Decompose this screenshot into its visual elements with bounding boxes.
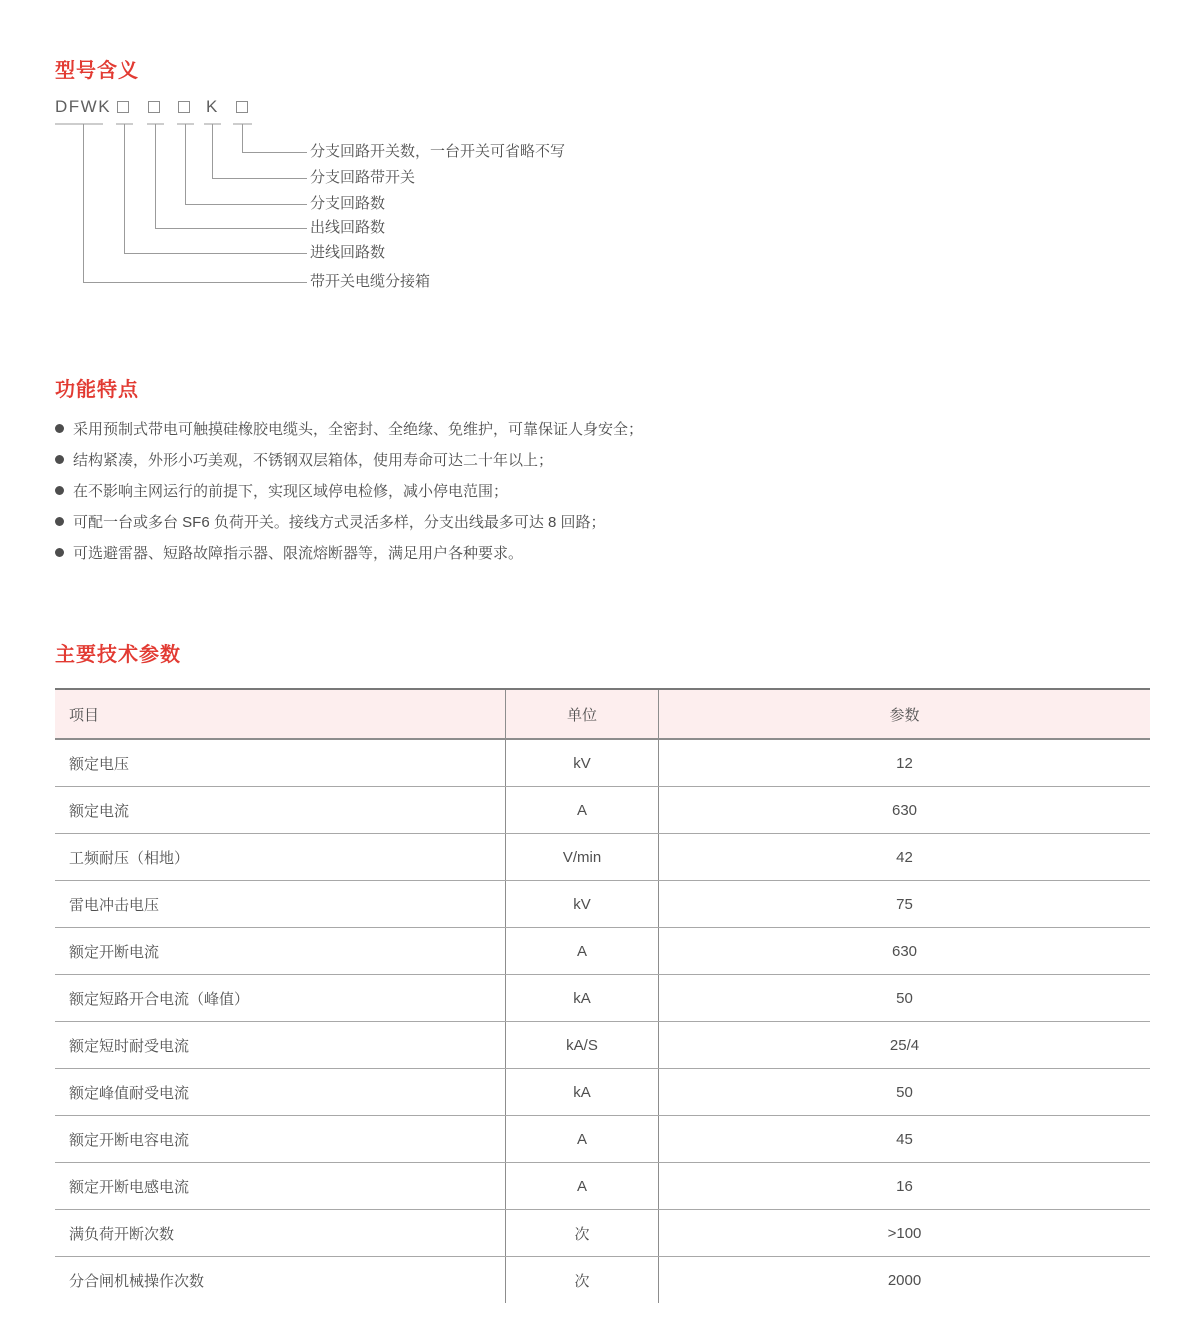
table-row bbox=[55, 1257, 1150, 1304]
table-row bbox=[55, 1210, 1150, 1257]
table-row bbox=[55, 1116, 1150, 1163]
bullet-icon bbox=[55, 548, 64, 557]
model-placeholder-box-icon bbox=[178, 101, 190, 113]
param-name: 工频耐压（相地） bbox=[55, 834, 506, 881]
col-header-value: 参数 bbox=[659, 689, 1151, 739]
param-unit: kA bbox=[506, 975, 659, 1022]
model-label-branch-with-switch: 分支回路带开关 bbox=[310, 169, 416, 186]
param-value: 50 bbox=[659, 1069, 1151, 1116]
model-label-incoming-circuit-count: 进线回路数 bbox=[310, 244, 386, 261]
table-row bbox=[55, 881, 1150, 928]
table-header-row bbox=[55, 689, 1150, 739]
param-unit: A bbox=[506, 787, 659, 834]
param-unit: kA bbox=[506, 1069, 659, 1116]
bullet-icon bbox=[55, 455, 64, 464]
param-name: 额定短路开合电流（峰值） bbox=[55, 975, 506, 1022]
table-row bbox=[55, 739, 1150, 787]
model-label-branch-switch-count: 分支回路开关数，一台开关可省略不写 bbox=[310, 143, 566, 160]
param-unit: 次 bbox=[506, 1210, 659, 1257]
model-placeholder-box-icon bbox=[117, 101, 129, 113]
param-value: 45 bbox=[659, 1116, 1151, 1163]
param-unit: A bbox=[506, 1116, 659, 1163]
table-row bbox=[55, 975, 1150, 1022]
param-unit: kA/S bbox=[506, 1022, 659, 1069]
param-unit: A bbox=[506, 928, 659, 975]
col-header-unit: 单位 bbox=[506, 689, 659, 739]
model-code-prefix: DFWK bbox=[55, 97, 112, 116]
param-value: >100 bbox=[659, 1210, 1151, 1257]
param-value: 2000 bbox=[659, 1257, 1151, 1304]
param-name: 分合闸机械操作次数 bbox=[55, 1257, 506, 1304]
param-value: 75 bbox=[659, 881, 1151, 928]
param-value: 630 bbox=[659, 787, 1151, 834]
feature-text: 结构紧凑，外形小巧美观，不锈钢双层箱体，使用寿命可达二十年以上； bbox=[73, 452, 554, 469]
param-value: 630 bbox=[659, 928, 1151, 975]
feature-text: 可选避雷器、短路故障指示器、限流熔断器等，满足用户各种要求。 bbox=[73, 545, 524, 562]
feature-item bbox=[55, 444, 1035, 475]
model-placeholder-box-icon bbox=[236, 101, 248, 113]
param-value: 16 bbox=[659, 1163, 1151, 1210]
model-placeholder-box-icon bbox=[148, 101, 160, 113]
model-label-outgoing-circuit-count: 出线回路数 bbox=[310, 219, 386, 236]
param-value: 25/4 bbox=[659, 1022, 1151, 1069]
param-unit: A bbox=[506, 1163, 659, 1210]
table-row bbox=[55, 834, 1150, 881]
bullet-icon bbox=[55, 517, 64, 526]
param-value: 50 bbox=[659, 975, 1151, 1022]
parameters-table bbox=[55, 688, 1150, 1303]
model-label-branch-circuit-count: 分支回路数 bbox=[310, 195, 386, 212]
param-name: 雷电冲击电压 bbox=[55, 881, 506, 928]
bullet-icon bbox=[55, 486, 64, 495]
table-row bbox=[55, 1069, 1150, 1116]
param-name: 额定峰值耐受电流 bbox=[55, 1069, 506, 1116]
feature-item bbox=[55, 537, 1035, 568]
table-row bbox=[55, 1163, 1150, 1210]
param-value: 42 bbox=[659, 834, 1151, 881]
param-unit: kV bbox=[506, 881, 659, 928]
feature-item bbox=[55, 506, 1035, 537]
model-code-k: K bbox=[206, 97, 219, 116]
table-row bbox=[55, 1022, 1150, 1069]
feature-item bbox=[55, 475, 1035, 506]
param-name: 额定电压 bbox=[55, 739, 506, 787]
feature-text: 可配一台或多台 SF6 负荷开关。接线方式灵活多样，分支出线最多可达 8 回路； bbox=[73, 514, 606, 531]
section-title-model-meaning: 型号含义 bbox=[55, 60, 139, 82]
param-value: 12 bbox=[659, 739, 1151, 787]
features-list bbox=[55, 413, 1035, 568]
param-unit: 次 bbox=[506, 1257, 659, 1304]
table-row bbox=[55, 928, 1150, 975]
feature-text: 采用预制式带电可触摸硅橡胶电缆头，全密封、全绝缘、免维护，可靠保证人身安全； bbox=[73, 421, 644, 438]
param-name: 额定电流 bbox=[55, 787, 506, 834]
param-name: 额定短时耐受电流 bbox=[55, 1022, 506, 1069]
param-name: 额定开断电感电流 bbox=[55, 1163, 506, 1210]
section-title-parameters: 主要技术参数 bbox=[55, 644, 181, 666]
model-label-cable-branch-box: 带开关电缆分接箱 bbox=[310, 273, 431, 290]
table-row bbox=[55, 787, 1150, 834]
bullet-icon bbox=[55, 424, 64, 433]
param-unit: V/min bbox=[506, 834, 659, 881]
feature-item bbox=[55, 413, 1035, 444]
section-title-features: 功能特点 bbox=[55, 379, 139, 401]
param-name: 额定开断电容电流 bbox=[55, 1116, 506, 1163]
model-designation-diagram bbox=[55, 97, 835, 302]
feature-text: 在不影响主网运行的前提下，实现区域停电检修，减小停电范围； bbox=[73, 483, 509, 500]
param-name: 额定开断电流 bbox=[55, 928, 506, 975]
param-name: 满负荷开断次数 bbox=[55, 1210, 506, 1257]
col-header-item: 项目 bbox=[55, 689, 506, 739]
param-unit: kV bbox=[506, 739, 659, 787]
